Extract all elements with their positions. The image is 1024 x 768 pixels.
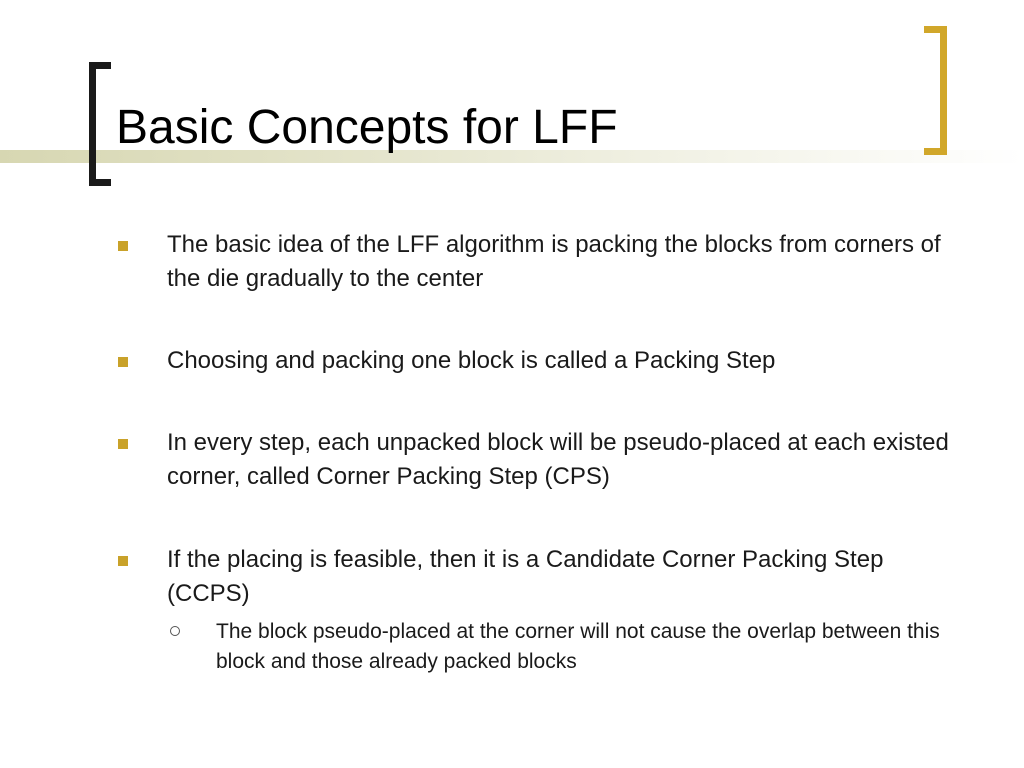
square-bullet-icon [118,357,128,367]
square-bullet-icon [118,439,128,449]
square-bullet-icon [118,556,128,566]
bullet-item: Choosing and packing one block is called a Packing Step [167,347,776,374]
bullet-item: If the placing is feasible, then it is a Candidate Corner Packing Step (CCPS) [167,546,884,607]
bullet-item: The basic idea of the LFF algorithm is packing the blocks from corners of the die gradually to the center [167,231,941,292]
slide-title: Basic Concepts for LFF [116,101,618,154]
bullet-item: In every step, each unpacked block will be pseudo-placed at each existed corner, called Corner Packing Step (CPS) [167,429,949,490]
square-bullet-icon [118,241,128,251]
sub-bullet-item: The block pseudo-placed at the corner will not cause the overlap between this block and those already packed blocks [216,620,940,673]
circle-bullet-icon [170,626,180,636]
